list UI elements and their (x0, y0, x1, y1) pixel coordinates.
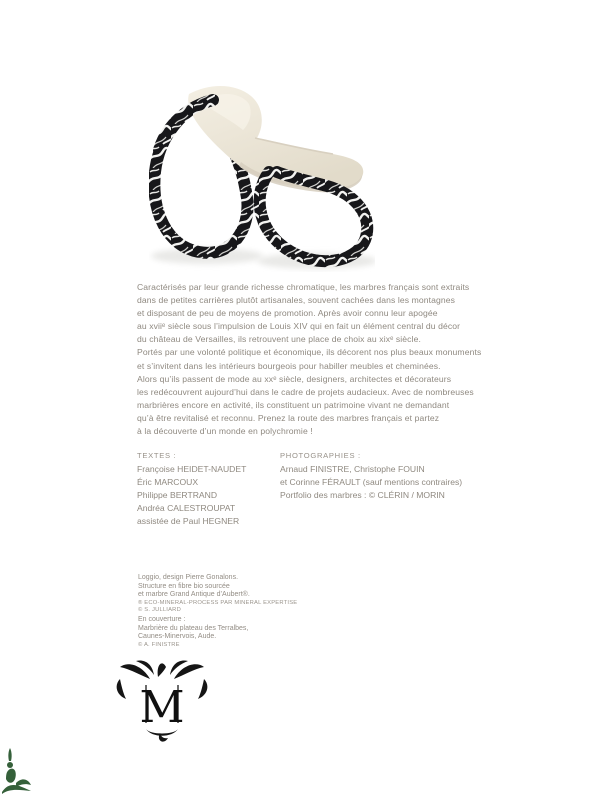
editorial-paragraph (137, 281, 481, 438)
ornate-monogram-m (116, 658, 208, 746)
caption-line: Structure en fibre bio sourcée (138, 582, 230, 590)
body-line: au xviiᵉ siècle sous l’impulsion de Louis XIV qui en fait un élément central du décor (137, 321, 461, 332)
credit-name: Philippe BERTRAND (137, 490, 218, 501)
body-line: les redécouvrent aujourd’hui dans le cadre de projets audacieux. Avec de nombreuses (137, 386, 474, 397)
body-line: du château de Versailles, ils retrouvent une place de choix au xixᵉ siècle. (137, 334, 421, 345)
green-corner-ornament-icon (2, 748, 32, 794)
caption-credit-line: © S. JULLIARD (138, 607, 181, 614)
body-line: Portés par une volonté politique et économique, ils décorent nos plus beaux monuments (137, 347, 482, 358)
caption-line: Marbrière du plateau des Terralbes, (138, 624, 249, 632)
product-caption (138, 574, 297, 615)
credit-name: Éric MARCOUX (137, 477, 199, 488)
credits-texts-header: TEXTES : (137, 451, 177, 460)
body-line: qu’à être revitalisé et reconnu. Prenez la route des marbres français et partez (137, 412, 440, 423)
caption-line: Caunes-Minervois, Aude. (138, 633, 217, 641)
caption-line: Loggio, design Pierre Gonalons. (138, 574, 239, 581)
body-line: marbrières encore en activité, ils constituent un patrimoine vivant ne demandant (137, 399, 450, 410)
credit-line: Arnaud FINISTRE, Christophe FOUIN (280, 464, 425, 475)
body-line: à la découverte d’un monde en polychromie ! (137, 426, 313, 437)
caption-line: et marbre Grand Antique d’Aubert®. (138, 591, 250, 599)
credit-line: Portfolio des marbres : © CLÉRIN / MORIN (280, 490, 445, 501)
caption-credit-line: ® ECO-MINERAL-PROCESS PAR MINERAL EXPERTISE (138, 599, 298, 606)
credit-name: Françoise HEIDET-NAUDET (137, 464, 247, 475)
caption-credit-line: © A. FINISTRE (138, 641, 180, 648)
ornament-shapes (2, 748, 31, 794)
monogram-letter: M (139, 682, 185, 733)
caption-line: En couverture : (138, 616, 186, 623)
credit-name: assistée de Paul HEGNER (137, 516, 240, 527)
body-line: et s’invitent dans les intérieurs bourgeois pour habiller meubles et cheminées. (137, 360, 441, 371)
credits-texts-column (137, 449, 246, 529)
body-line: Alors qu’ils passent de mode au xxᵉ siècle, designers, architectes et décorateurs (137, 373, 452, 384)
credits-photos-column (280, 449, 462, 502)
body-line: et disposant de peu de moyens de promotion. Après avoir connu leur apogée (137, 308, 438, 319)
credits-photos-header: PHOTOGRAPHIES : (280, 451, 361, 460)
loggio-marble-chair-photo (149, 80, 375, 272)
credit-name: Andréa CALESTROUPAT (137, 503, 236, 514)
body-line: dans de petites carrières plutôt artisanales, souvent cachées dans les montagnes (137, 295, 456, 306)
body-line: Caractérisés par leur grande richesse chromatique, les marbres français sont extraits (137, 282, 470, 292)
credit-line: et Corinne FÉRAULT (sauf mentions contraires) (280, 477, 463, 488)
cover-caption (138, 616, 248, 649)
